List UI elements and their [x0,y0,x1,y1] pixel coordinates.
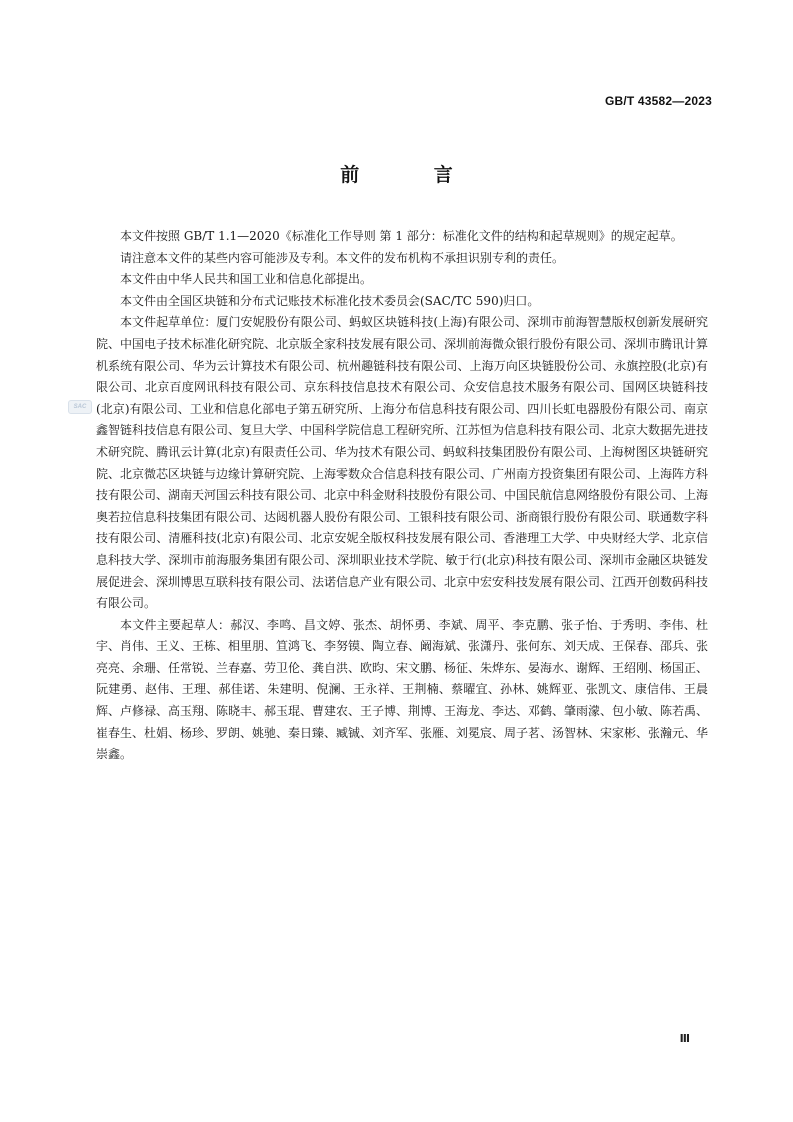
page-title: 前 言 [340,164,487,186]
paragraph-proposer: 本文件由中华人民共和国工业和信息化部提出。 [120,272,373,287]
paragraph-drafting-units: 本文件起草单位：厦门安妮股份有限公司、蚂蚁区块链科技(上海)有限公司、深圳市前海智慧版权创新发展研究院、中国电子技术标准化研究院、北京版全家科技发展有限公司、深圳前海微众银行股份有限公司、深圳市腾讯计算机系统有限公司、华为云计算技术有限公司、杭州趣链科技有限公司、上海万向区块链股份公司、永旗控股(北京)有限公司、北京百度网讯科技有限公司、京东科技信息技术有限公司、众安信息技术服务有限公司、国网区块链科技(北京)有限公司、工业和信息化部电子第五研究所、上海分布信息科技有限公司、四川长虹电器股份有限公司、南京鑫智链科技信息有限公司、复旦大学、中国科学院信息工程研究所、江苏恒为信息科技有限公司、北京大数据先进技术研究院、腾讯云计算(北京)有限责任公司、华为技术有限公司、蚂蚁科技集团股份有限公司、上海树图区块链研究院、北京微芯区块链与边缘计算研究院、上海零数众合信息科技有限公司、广州南方投资集团有限公司、上海阵方科技有限公司、湖南天河国云科技有限公司、北京中科金财科技股份有限公司、中国民航信息网络股份有限公司、上海奥若拉信息科技集团有限公司、达闼机器人股份有限公司、工银科技有限公司、浙商银行股份有限公司、联通数字科技有限公司、清雁科技(北京)有限公司、北京安妮全版权科技发展有限公司、香港理工大学、中央财经大学、北京信息科技大学、深圳市前海服务集团有限公司、深圳职业技术学院、敏于行(北京)科技有限公司、深圳市金融区块链发展促进会、深圳博思互联科技有限公司、法诺信息产业有限公司、北京中宏安科技发展有限公司、江西开创数码科技有限公司。 [96,315,709,611]
sac-logo-icon: SAC [68,400,92,414]
foreword-body [96,226,708,766]
page-number: Ⅲ [679,1033,690,1045]
paragraph-drafters: 本文件主要起草人：郝汉、李鸣、昌文婷、张杰、胡怀勇、李斌、周平、李克鹏、张子怡、于秀明、李伟、杜宇、肖伟、王义、王栋、相里朋、笪鸿飞、李努镆、陶立春、阚海斌、张潇丹、张何东、刘天成、王保春、邵兵、张亮亮、余珊、任常锐、兰春嘉、劳卫伦、龚自洪、欧昀、宋文鹏、杨征、朱烨东、晏海水、谢辉、王绍刚、杨国正、阮建勇、赵伟、王理、郝佳诺、朱建明、倪澜、王永祥、王荆楠、蔡曜宜、孙林、姚辉亚、张凯文、康信伟、王晨辉、卢修禄、高玉翔、陈晓丰、郝玉琨、曹建农、王子博、荆博、王海龙、李达、邓鹤、肇雨濛、包小敏、陈若禹、崔春生、杜娟、杨珍、罗朗、姚驰、秦日臻、臧铖、刘齐军、张雁、刘冕宸、周子茗、汤智林、宋家彬、张瀚元、华崇鑫。 [96,617,709,762]
standard-code: GB/T 43582—2023 [604,94,712,108]
paragraph-patent-notice: 请注意本文件的某些内容可能涉及专利。本文件的发布机构不承担识别专利的责任。 [120,250,565,265]
paragraph-committee: 本文件由全国区块链和分布式记账技术标准化技术委员会(SAC/TC 590)归口。 [120,293,540,308]
paragraph-drafting-rules: 本文件按照 GB/T 1.1—2020《标准化工作导则 第 1 部分：标准化文件的结构和起草规则》的规定起草。 [120,229,683,243]
